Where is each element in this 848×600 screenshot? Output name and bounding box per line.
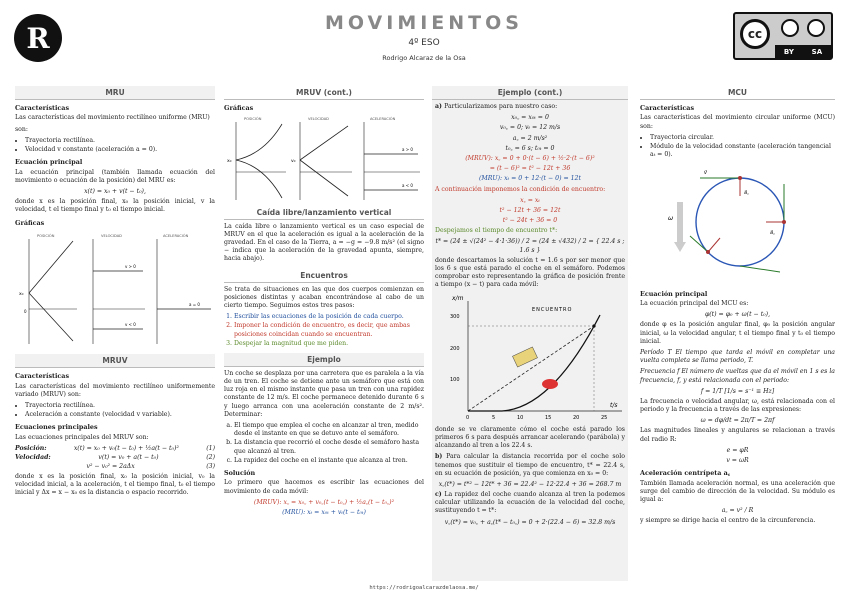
mruv-graf-heading: Gráficas xyxy=(224,104,254,112)
ytick: 100 xyxy=(450,376,460,383)
mcu-ec-desc: donde φ es la posición angular final, φ₀ la posición angular inicial, ω la velocidad angular, t el tiempo final y t₀ el tiempo inicial. xyxy=(640,321,835,345)
mcu-equation: φ(t) = φ₀ + ω(t − t₀), xyxy=(704,311,771,319)
mcu-caract-text: Las características del movimiento circular uniforme (MCU) son: xyxy=(640,114,835,130)
graph-a-pos: a > 0 xyxy=(402,147,413,153)
mcu-ec-text: La ecuación principal del MCU es: xyxy=(640,300,749,308)
lineal-text: Las magnitudes lineales y angulares se relacionan a través del radio R: xyxy=(640,427,835,443)
column-1 xyxy=(15,86,215,500)
footer-url[interactable]: https://rodrigoalcarazdelaosa.me/ xyxy=(369,585,479,591)
mru-caract-heading: Características xyxy=(15,104,70,112)
license-label xyxy=(775,45,831,58)
mruv-eq-velocity xyxy=(15,454,215,462)
xtick: 15 xyxy=(545,414,552,421)
eq-car-2: = (t − 6)² = t² − 12t + 36 xyxy=(489,165,571,173)
solucion-eq-mru: (MRU): xₜ = x₀ₜ + vₜ(t − t₀ₜ) xyxy=(282,508,366,516)
mruv-ec-text: Las ecuaciones principales del MRUV son: xyxy=(15,433,149,441)
mru-equation: x(t) = x₀ + v(t − t₀), xyxy=(84,188,146,196)
desc1-text: donde descartamos la solución t = 1.6 s por ser menor que los 6 s que está parado el coche en el semáforo. Podemos comprobar esto representando la gráfica de posición frente a tiempo (x − t) para cada móvil: xyxy=(435,256,625,289)
graph-label-aceleracion: ACELERACIÓN xyxy=(163,234,189,239)
val-line: a꜀ = 2 m/s² xyxy=(512,134,548,142)
graph-a-neg: a < 0 xyxy=(402,183,413,189)
graph-v-pos: v > 0 xyxy=(125,264,136,270)
acel-end: y siempre se dirige hacia el centro de la circunferencia. xyxy=(640,517,816,525)
mruv-velocity-graph xyxy=(291,122,352,200)
list-item: • Trayectoria rectilínea. xyxy=(25,402,215,410)
sa-share-icon xyxy=(807,19,825,37)
part-b-text: b) Para calcular la distancia recorrida por el coche solo tenemos que sustituir el tiempo de encuentro, t* = 22.4 s, en su ecuación de posición, ya que comienza en x₀ = 0: xyxy=(435,453,625,477)
encuentros-text: Se trata de situaciones en las que dos cuerpos comienzan en posiciones distintas y acaban encontrándose al cabo de un cierto tiempo. Seguimos estos tres pasos: xyxy=(224,285,424,309)
mruv-eq-3 xyxy=(15,463,215,471)
car-icon xyxy=(542,379,558,389)
xtick: 0 xyxy=(466,414,470,421)
mcu-caract-list xyxy=(640,134,835,160)
mru-ec-desc: donde x es la posición final, x₀ la posición inicial, v la velocidad, t el tiempo final y t₀ el tiempo inicial. xyxy=(15,198,215,214)
encuentros-steps xyxy=(224,313,424,348)
mru-caract-text-2: son: xyxy=(15,125,28,133)
list-item: a. El tiempo que emplea el coche en alcanzar al tren, medido desde el instante en que se detuvo ante el semáforo. xyxy=(234,422,424,438)
mruv-eq-position xyxy=(15,445,215,453)
graph-label-velocidad: VELOCIDAD xyxy=(308,117,329,122)
list-item: b. La distancia que recorrió el coche desde el semáforo hasta que alcanzó al tren. xyxy=(234,439,424,455)
list-item: • Velocidad v constante (aceleración a = 0). xyxy=(25,146,215,154)
mruv-desc: donde x es la posición final, x₀ la posición inicial, v₀ la velocidad inicial, a la aceleración, t el tiempo final, t₀ el tiempo inicial y Δx = x − x₀ es la distancia o espacio recorrido. xyxy=(15,472,215,497)
car-curve xyxy=(468,315,600,411)
despejamos-text: Despejamos el tiempo de encuentro t*: xyxy=(435,227,558,235)
page-title: MOVIMIENTOS xyxy=(325,12,523,34)
mru-position-graph xyxy=(19,239,77,344)
section-heading-caida-libre: Caída libre/lanzamiento vertical xyxy=(224,206,424,220)
cc-license-badge[interactable] xyxy=(733,12,833,60)
mcu-diagram xyxy=(640,162,835,282)
eq-label: Posición: xyxy=(15,445,47,453)
mruv-caract-heading: Características xyxy=(15,372,70,381)
mru-caract-list xyxy=(15,137,215,154)
section-heading-mruv-cont: MRUV (cont.) xyxy=(224,86,424,100)
encounter-graph xyxy=(432,293,628,423)
license-sa: SA xyxy=(811,47,823,56)
section-heading-ejemplo: Ejemplo xyxy=(224,353,424,367)
freq-eq: f = 1/T [1/s = s⁻¹ ≡ Hz] xyxy=(700,387,775,395)
solucion-text: Lo primero que hacemos es escribir las ecuaciones del movimiento de cada móvil: xyxy=(224,479,424,495)
list-item: 1. Escribir las ecuaciones de la posición de cada cuerpo. xyxy=(234,313,424,321)
eq-num: (2) xyxy=(206,454,215,462)
column-2 xyxy=(224,86,424,519)
eq-num: (3) xyxy=(206,463,215,471)
periodo-text: Período T El tiempo que tarda el móvil en completar una vuelta completa se llama periodo, T. xyxy=(640,348,835,365)
mru-caract-text: Las características del movimiento rectilíneo uniforme (MRU) xyxy=(15,114,210,122)
section-heading-mru: MRU xyxy=(15,86,215,100)
graph-label-posicion: POSICIÓN xyxy=(37,234,55,239)
list-item: • Módulo de la velocidad constante (aceleración tangencial aₜ = 0). xyxy=(650,143,835,159)
mru-graf-heading: Gráficas xyxy=(15,218,45,227)
rotation-arrow-icon xyxy=(674,242,686,252)
license-by: BY xyxy=(783,47,794,56)
solucion-eq-mruv: (MRUV): x꜀ = x₀꜀ + v₀꜀(t − t₀꜀) + ½a꜀(t − t₀꜀)² xyxy=(253,498,395,506)
xtick: 20 xyxy=(573,414,580,421)
column-3 xyxy=(432,86,628,581)
list-item: c. La rapidez del coche en el instante que alcanza al tren. xyxy=(234,457,424,465)
solucion-heading: Solución xyxy=(224,468,256,477)
caida-libre-text: La caída libre o lanzamiento vertical es un caso especial de MRUV en el que la aceleración es igual a la aceleración de la gravedad. En el caso de la Tierra, a = −g = −9.8 m/s² (el signo − indica que la aceleración de la gravedad apunta, siempre, hacia abajo). xyxy=(224,222,424,263)
eq-expr: x(t) = x₀ + v₀(t − t₀) + ½a(t − t₀)² xyxy=(73,445,179,453)
graph-a-zero: a = 0 xyxy=(189,302,200,308)
xtick: 10 xyxy=(517,414,524,421)
graph-x0: x₀ xyxy=(19,292,24,298)
lin-eq: v = ωR xyxy=(726,457,749,465)
graph-v-neg: v < 0 xyxy=(125,322,136,328)
by-person-icon xyxy=(781,19,799,37)
mru-velocity-graph xyxy=(93,239,145,344)
vel-ang-text: La frecuencia o velocidad angular, ω, está relacionada con el periodo y la frecuencia a través de las expresiones: xyxy=(640,397,835,414)
part-c-text: c) La rapidez del coche cuando alcanza al tren la podemos calcular utilizando la ecuación de la velocidad del coche, sustituyendo t = t*: xyxy=(435,491,625,515)
mruv-accel-graph xyxy=(364,122,420,200)
mru-ec-text: La ecuación principal (también llamada ecuación del movimiento o ecuación de la posición) del MRU es: xyxy=(15,168,215,184)
ejemplo-items xyxy=(224,422,424,465)
ac-label: a⃗꜀ xyxy=(744,190,749,197)
section-heading-mcu: MCU xyxy=(640,86,835,100)
mruv-ec-heading: Ecuaciones principales xyxy=(15,423,98,432)
mcu-caract-heading: Características xyxy=(640,104,695,112)
list-item: 2. Imponer la condición de encuentro, es decir, que ambas posiciones coincidan cuando se encuentran. xyxy=(234,322,424,338)
part-b-label: Para calcular la distancia recorrida por el coche solo tenemos que sustituir el tiempo de encuentro, t* = 22.4 s, en su ecuación de posición, ya que comienza en x₀ = 0: xyxy=(435,453,625,477)
acel-heading: Aceleración centrípeta a꜀ xyxy=(640,469,730,478)
v-label: v⃗ xyxy=(704,170,707,177)
val-line: x₀꜀ = x₀ₜ = 0 xyxy=(511,114,549,122)
graph-x0: x₀ xyxy=(227,159,232,165)
list-item: • Trayectoria circular. xyxy=(650,134,835,142)
eq-c: v꜀(t*) = v₀꜀ + a꜀(t* − t₀꜀) = 0 + 2·(22.4 − 6) = 32.8 m/s xyxy=(444,518,616,526)
mru-ec-heading: Ecuación principal xyxy=(15,158,83,167)
ytick: 200 xyxy=(450,345,460,352)
author-name: Rodrigo Alcaraz de la Osa xyxy=(382,54,466,62)
part-a-text: a) Particularizamos para nuestro caso: xyxy=(435,103,558,110)
mru-accel-graph xyxy=(157,239,211,344)
part-c-label: La rapidez del coche cuando alcanza al tren la podemos calcular utilizando la ecuación de la velocidad del coche, sustituyendo t = t*: xyxy=(435,491,625,515)
logo-letter: R xyxy=(26,21,50,55)
eq-car-1: (MRUV): x꜀ = 0 + 0·(t − 6) + ½·2·(t − 6)² xyxy=(465,154,595,162)
tstar-eq: t* = (24 ± √(24² − 4·1·36)) / 2 = (24 ± √432) / 2 = { 22.4 s ; 1.6 s } xyxy=(435,238,625,254)
omega-label: ω xyxy=(668,215,674,223)
val-line: t₀꜀ = 6 s; t₀ₜ = 0 xyxy=(505,144,555,152)
cc-icon: cc xyxy=(740,19,770,49)
graph-label-velocidad: VELOCIDAD xyxy=(101,234,122,239)
train-line xyxy=(468,326,594,411)
val-line: v₀꜀ = 0; vₜ = 12 m/s xyxy=(499,124,561,132)
xtick: 25 xyxy=(601,414,608,421)
graph-xlabel: t/s xyxy=(610,401,618,409)
graph-ylabel: x/m xyxy=(452,294,464,302)
eq-expr: v(t) = v₀ + a(t − t₀) xyxy=(98,454,159,462)
section-heading-ejemplo-cont: Ejemplo (cont.) xyxy=(432,86,628,100)
acel-text: También llamada aceleración normal, es una aceleración que surge del cambio de dirección de la velocidad. Su módulo es igual a: xyxy=(640,479,835,504)
graph-label-aceleracion: ACELERACIÓN xyxy=(370,117,396,122)
desc2-text: donde se ve claramente cómo el coche está parado los primeros 6 s para después arrancar acelerando (parábola) y alcanzando al tren a los 22.4 s. xyxy=(435,425,625,450)
ytick: 300 xyxy=(450,313,460,320)
frecuencia-text: Frecuencia f El número de vueltas que da el móvil en 1 s es la frecuencia, f, y está relacionada con el periodo: xyxy=(640,368,835,384)
mcu-ec-heading: Ecuación principal xyxy=(640,289,708,298)
encuentro-label: ENCUENTRO xyxy=(532,306,573,313)
omega-eq: ω = dφ/dt = 2π/T = 2πf xyxy=(700,417,775,425)
graph-zero: 0 xyxy=(24,309,27,315)
cond-line: t² − 12t + 36 = 12t xyxy=(499,206,561,214)
graph-v0: v₀ xyxy=(291,159,296,165)
list-item: 3. Despejar la magnitud que me piden. xyxy=(234,340,424,348)
eq-b: x꜀(t*) = t*² − 12t* + 36 = 22.4² − 12·22.4 + 36 = 268.7 m xyxy=(438,480,622,488)
page-subtitle: 4º ESO xyxy=(408,38,440,48)
cond-line: t² − 24t + 36 = 0 xyxy=(502,217,558,225)
train-icon xyxy=(512,346,537,366)
section-heading-mruv: MRUV xyxy=(15,354,215,368)
condicion-text: A continuación imponemos la condición de encuentro: xyxy=(435,185,606,193)
eq-num: (1) xyxy=(206,445,215,453)
eq-label: Velocidad: xyxy=(15,454,51,462)
mruv-position-graph xyxy=(227,122,286,200)
mruv-graphs xyxy=(224,114,424,202)
list-item: • Aceleración a constante (velocidad v variable). xyxy=(25,411,215,419)
mruv-caract-list xyxy=(15,402,215,419)
part-a-label: Particularizamos para nuestro caso: xyxy=(444,103,558,110)
mruv-caract-text: Las características del movimiento rectilíneo uniformemente variado (MRUV) son: xyxy=(15,382,215,398)
eq-expr: v² − v₀² = 2aΔx xyxy=(86,463,135,471)
lin-eq: e = φR xyxy=(726,446,749,454)
eq-train: (MRU): xₜ = 0 + 12·(t − 0) = 12t xyxy=(479,175,581,183)
mru-graphs xyxy=(15,229,215,347)
column-4 xyxy=(640,86,835,529)
section-heading-encuentros: Encuentros xyxy=(224,269,424,283)
graph-label-posicion: POSICIÓN xyxy=(244,117,262,122)
acel-eq: a꜀ = v² / R xyxy=(721,507,754,515)
ejemplo-text: Un coche se desplaza por una carretera que es paralela a la vía de un tren. El coche se detiene ante un semáforo que está con luz roja en el mismo instante que pasa un tren con una rapidez constante de 12 m/s. El coche permanece detenido durante 6 s y luego arranca con una aceleración constante de 2 m/s². Determinar: xyxy=(224,369,424,418)
xtick: 5 xyxy=(492,414,496,421)
ac-label-2: a⃗꜀ xyxy=(770,230,775,237)
list-item: • Trayectoria rectilínea. xyxy=(25,137,215,145)
cond-line: x꜀ = xₜ xyxy=(520,196,540,204)
